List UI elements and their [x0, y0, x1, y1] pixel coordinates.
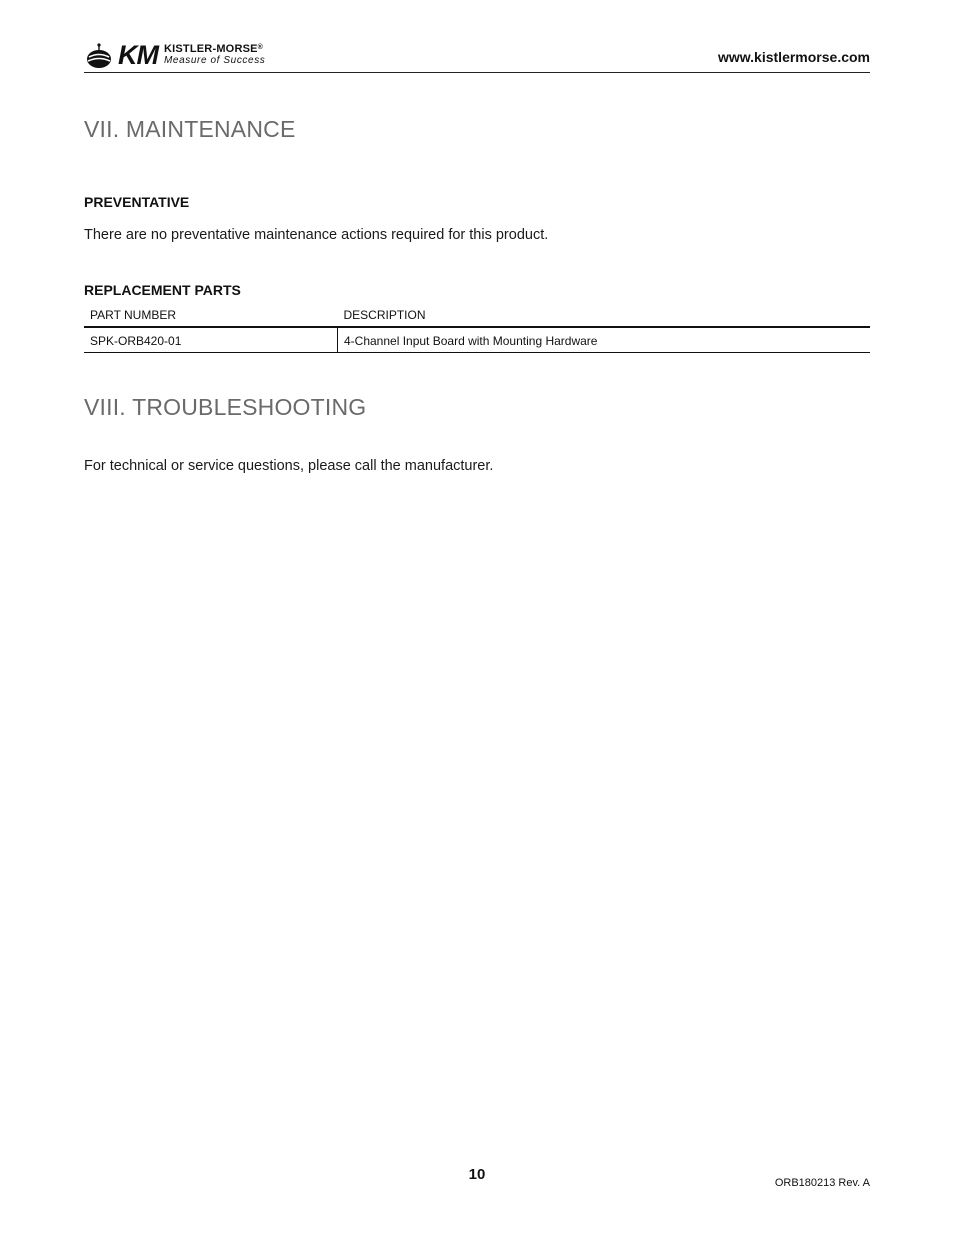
table-row — [84, 327, 870, 353]
logo-registered-mark: ® — [257, 44, 264, 51]
globe-logo-icon — [84, 40, 114, 70]
page-number: 10 — [468, 1166, 486, 1183]
logo-tagline: Measure of Success — [164, 55, 266, 66]
maintenance-section-title: VII. MAINTENANCE — [84, 116, 296, 142]
troubleshooting-text: For technical or service questions, please call the manufacturer. — [84, 458, 494, 474]
replacement-parts-table — [84, 304, 870, 353]
logo-km-mark: KM — [118, 39, 158, 70]
cell-description: 4-Channel Input Board with Mounting Hardware — [338, 327, 871, 353]
document-revision: ORB180213 Rev. A — [774, 1177, 870, 1189]
preventative-heading: PREVENTATIVE — [84, 194, 190, 210]
column-header-part-number: PART NUMBER — [84, 304, 338, 327]
kistler-morse-logo — [84, 39, 265, 71]
logo-company-name: KISTLER-MORSE — [164, 43, 258, 55]
column-header-description: DESCRIPTION — [338, 304, 871, 327]
page-header — [84, 36, 870, 73]
table-header-row — [84, 304, 870, 327]
replacement-parts-heading: REPLACEMENT PARTS — [84, 282, 241, 298]
troubleshooting-section-title: VIII. TROUBLESHOOTING — [84, 394, 367, 420]
website-link[interactable]: www.kistlermorse.com — [718, 49, 870, 65]
cell-part-number: SPK-ORB420-01 — [84, 327, 338, 353]
preventative-text: There are no preventative maintenance actions required for this product. — [84, 227, 549, 243]
